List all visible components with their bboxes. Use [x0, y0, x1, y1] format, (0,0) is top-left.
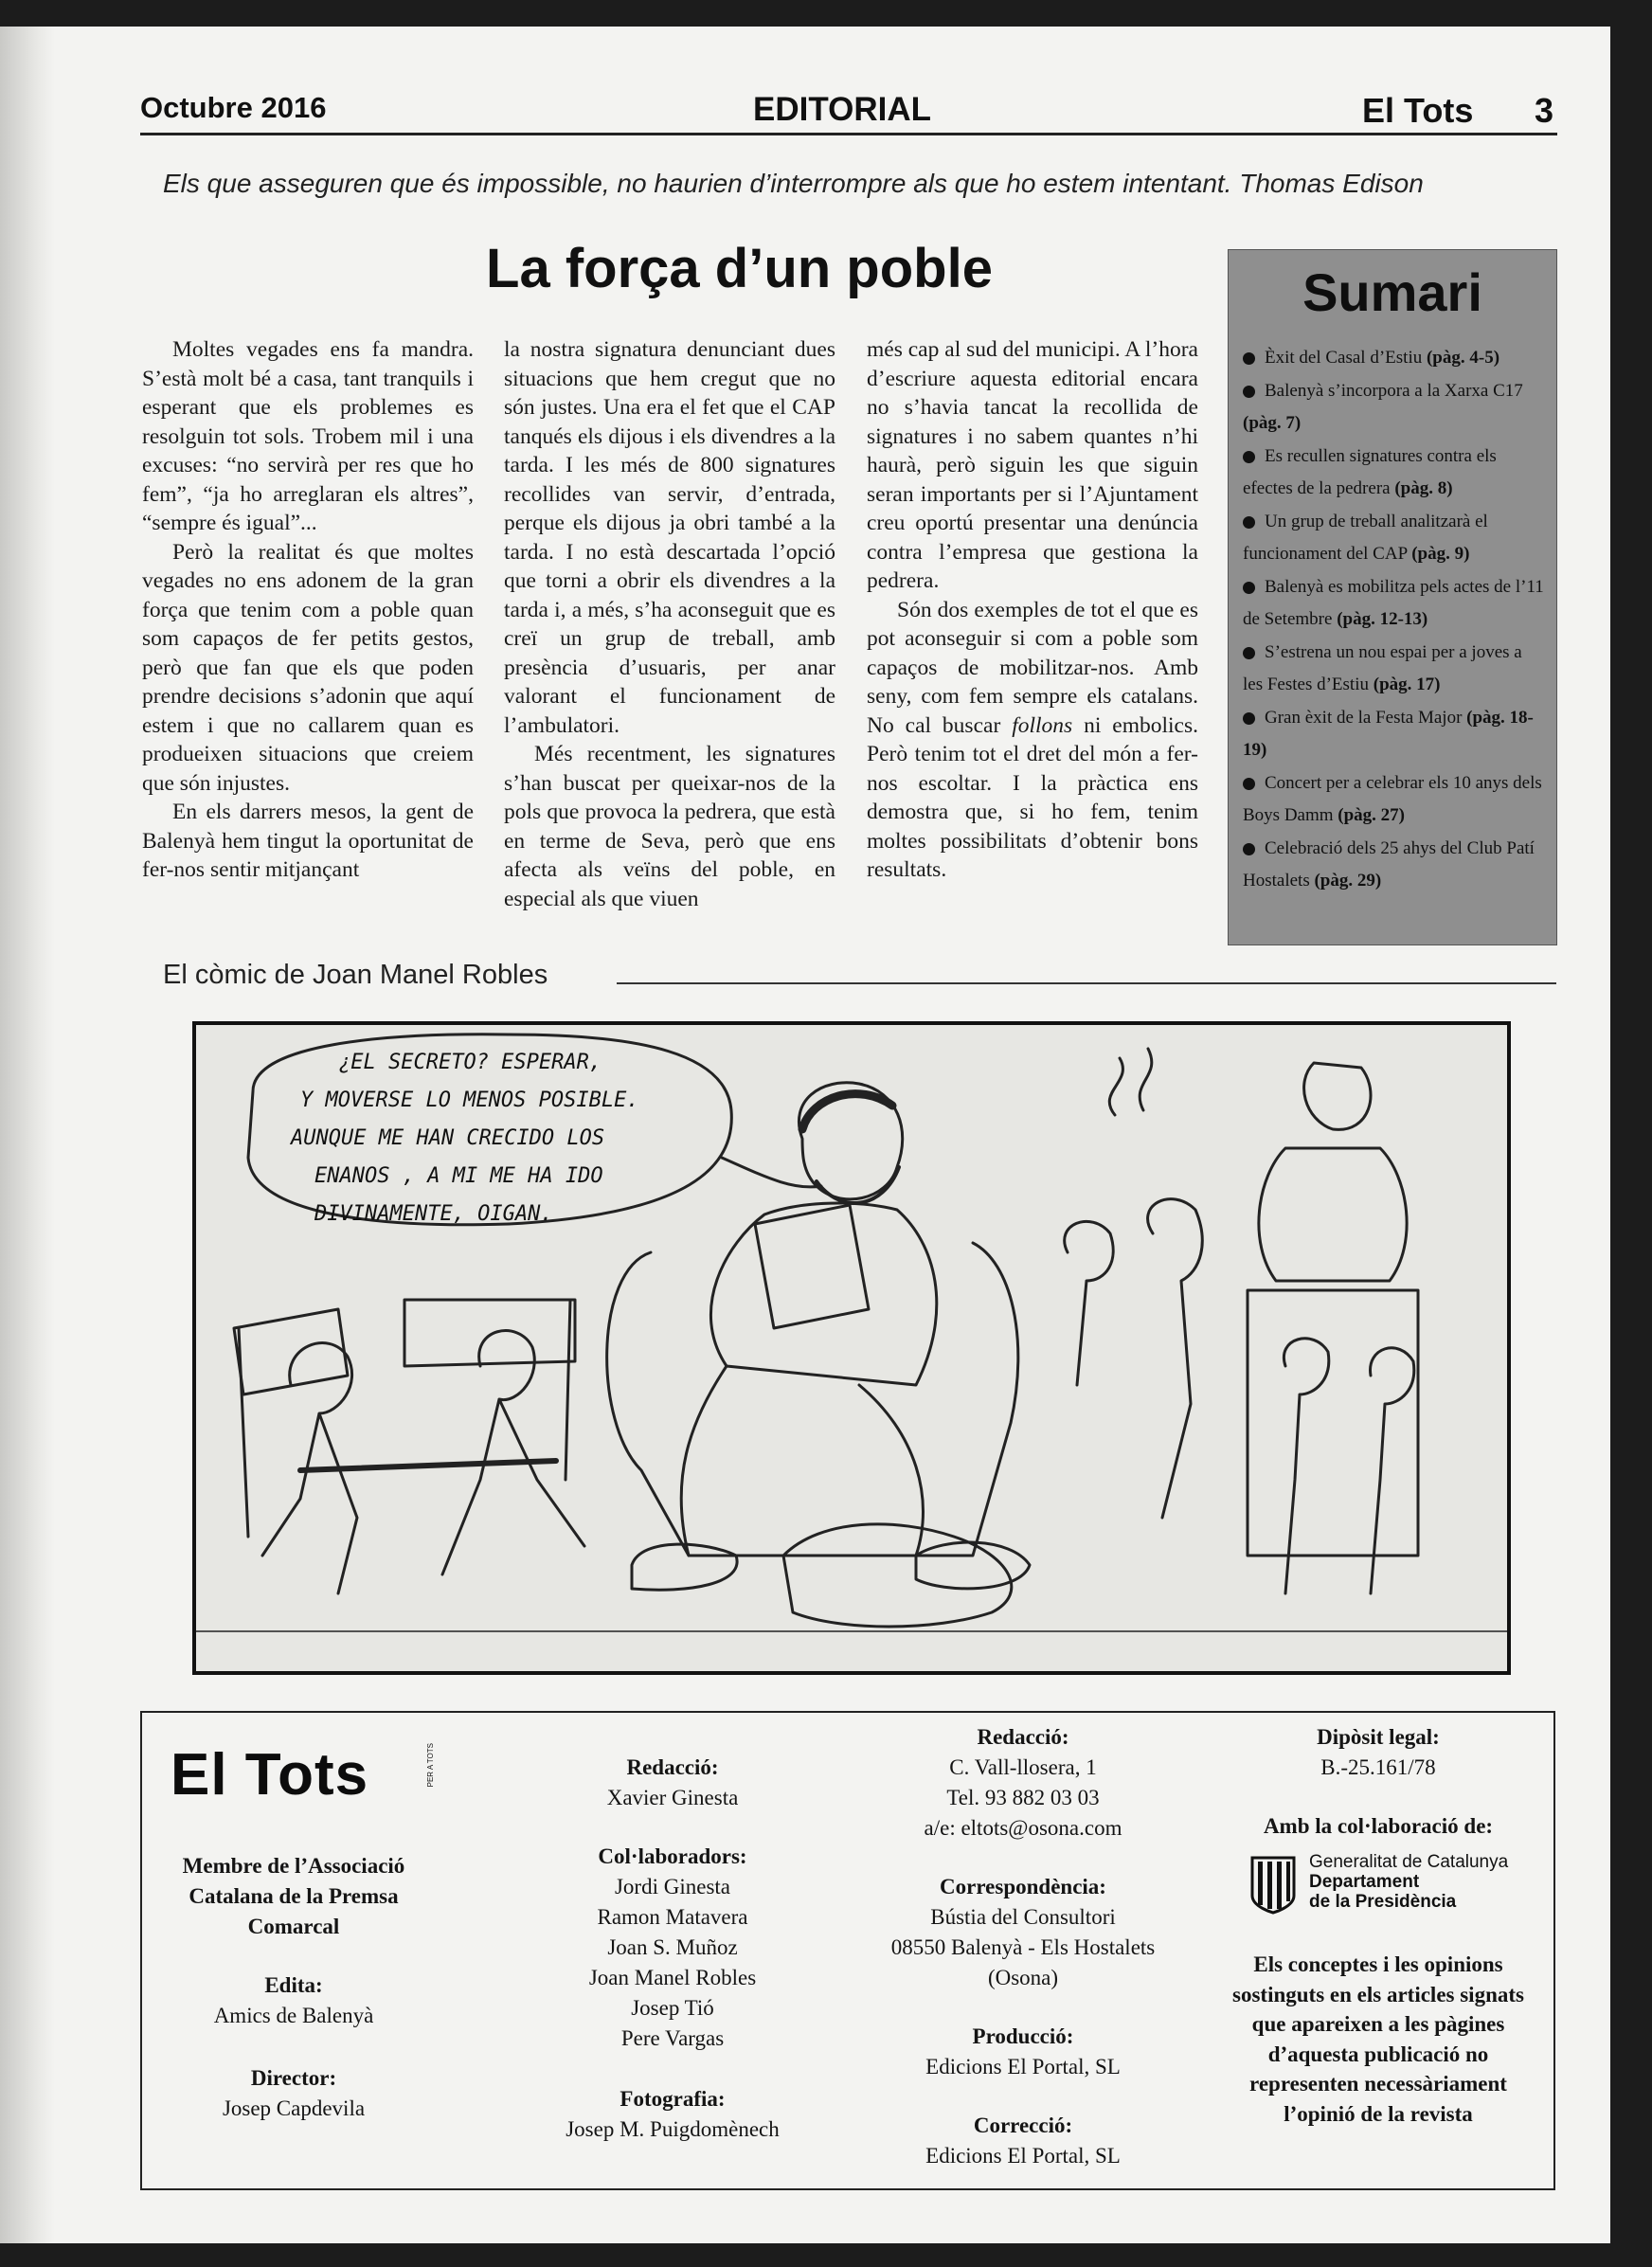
collaborators-block [521, 1842, 824, 2054]
sumari-item [1243, 375, 1545, 441]
header-date: Octubre 2016 [140, 91, 327, 124]
child-2 [442, 1331, 584, 1574]
membership-text: Membre de l’Associació Catalana de la Premsa Comarcal [182, 1854, 405, 1938]
italic-word: follons [1012, 712, 1073, 738]
sumari-item-page: (pàg. 9) [1411, 544, 1470, 564]
disclaimer-text: Els conceptes i les opinions sostinguts en els articles signats que apareixen a les pàgines d’aquesta publicació no representen necessàriament l’opinió de la revista [1232, 1952, 1524, 2126]
sumari-item [1243, 767, 1545, 833]
produccio-label: Producció: [972, 2024, 1074, 2048]
page-gutter [0, 27, 55, 2243]
collaboration-block [1231, 1811, 1525, 1842]
sumari-item-text: Un grup de treball analitzarà el funcionament del CAP [1243, 511, 1488, 564]
gencat-line: Departament [1309, 1872, 1420, 1892]
sumari-item-page: (pàg. 27) [1338, 805, 1406, 825]
collaborators-label: Col·laboradors: [598, 1844, 747, 1868]
armchair [607, 1243, 1018, 1556]
cigar-smoke [1109, 1049, 1152, 1115]
masthead-box [140, 1711, 1555, 2190]
article-paragraph: Més recentment, les signatures s’han buscat per queixar-nos de la pols que provoca la pedrera, que està en terme de Seva, però que ens afecta als veïns del poble, en especial als que viuen [504, 742, 835, 911]
article-title: La força d’un poble [486, 238, 993, 299]
newspaper [755, 1205, 869, 1328]
man-body [710, 1203, 936, 1385]
foto-block [521, 2084, 824, 2145]
bullet-icon [1243, 582, 1255, 594]
correccio-value: Edicions El Portal, SL [925, 2144, 1121, 2168]
text-span: ni embolics. Però tenim tot el dret del món a fer-nos escoltar. I la pràctica ens demostra que, si ho fem, tenim moltes possibilitats d’obtenir bons resultats. [867, 712, 1198, 882]
man-hair [802, 1094, 892, 1129]
sumari-item-text: S’estrena un nou espai per a joves a les Festes d’Estiu [1243, 641, 1522, 694]
gencat-text [1309, 1852, 1508, 1912]
correspondencia-line: Bústia del Consultori [930, 1905, 1116, 1929]
header-page-number: 3 [1535, 91, 1554, 130]
article-paragraph: Però la realitat és que moltes vegades no ens adonem de la gran força que tenim com a poble quan som capaços de fer petits gestos, però que fan que els que poden prendre decisions s’adonin que aquí estem i que no callarem quan es produeixen situacions que creiem que són injustes. [142, 539, 474, 796]
collaborator-name: Joan S. Muñoz [607, 1935, 738, 1959]
gencat-line: de la Presidència [1309, 1892, 1457, 1912]
foto-value: Josep M. Puigdomènech [566, 2117, 780, 2141]
sumari-item-page: (pàg. 7) [1243, 413, 1302, 433]
collaborator-name: Ramon Matavera [597, 1905, 748, 1929]
collaborator-name: Jordi Ginesta [614, 1875, 730, 1898]
bullet-icon [1243, 352, 1255, 365]
speech-line: Y MOVERSE LO MENOS POSIBLE. [300, 1089, 639, 1112]
masthead-logo-sub: PER A TOTS [426, 1743, 435, 1788]
cabinet [1248, 1290, 1418, 1556]
speech-text [262, 1044, 736, 1233]
sumari-item-text: Es recullen signatures contra els efectes de la pedrera [1243, 445, 1497, 498]
redaccio-value: Xavier Ginesta [606, 1786, 739, 1809]
produccio-block [862, 2022, 1184, 2082]
flag-pole-1 [239, 1328, 248, 1537]
sumari-item [1243, 833, 1545, 898]
director-block [171, 2063, 417, 2124]
diposit-label: Dipòsit legal: [1317, 1725, 1440, 1749]
bullet-icon [1243, 712, 1255, 725]
collaborator-name: Josep Tió [631, 1996, 714, 2020]
gencat-line: Generalitat de Catalunya [1309, 1852, 1509, 1872]
edita-value: Amics de Balenyà [213, 2004, 374, 2027]
flag-2 [404, 1300, 575, 1366]
edita-block [171, 1970, 417, 2031]
bullet-icon [1243, 516, 1255, 529]
woman-figure [1148, 1199, 1203, 1518]
foto-label: Fotografia: [620, 2087, 726, 2111]
sumari-item-text: Concert per a celebrar els 10 anys dels Boys Damm [1243, 772, 1542, 825]
sumari-box [1228, 249, 1557, 945]
produccio-value: Edicions El Portal, SL [925, 2055, 1121, 2078]
sumari-item [1243, 506, 1545, 571]
sumari-item-page: (pàg. 17) [1373, 675, 1441, 694]
correspondencia-line: (Osona) [987, 1966, 1059, 1989]
man-shoe-2 [916, 1542, 1030, 1589]
address-label: Redacció: [977, 1725, 1069, 1749]
bullet-icon [1243, 647, 1255, 659]
header-section: EDITORIAL [753, 91, 931, 128]
article-column-1 [142, 335, 474, 885]
collaboration-label: Amb la col·laboració de: [1263, 1814, 1494, 1838]
article-column-2 [504, 335, 835, 913]
collaborator-name: Pere Vargas [620, 2026, 725, 2050]
sumari-item-text: Èxit del Casal d’Estiu [1265, 348, 1427, 368]
header-rule [140, 133, 1557, 135]
bullet-icon [1243, 778, 1255, 790]
edita-label: Edita: [264, 1973, 323, 1997]
header-publication: El Tots [1362, 91, 1474, 130]
comic-label: El còmic de Joan Manel Robles [163, 960, 548, 990]
redaccio-block [521, 1753, 824, 1813]
sumari-item-page: (pàg. 8) [1394, 478, 1453, 498]
sumari-item-text: Gran èxit de la Festa Major [1265, 707, 1467, 728]
sumari-item-text: Balenyà s’incorpora a la Xarxa C17 [1265, 380, 1523, 401]
correspondencia-block [862, 1872, 1184, 1993]
young-man-figure [1065, 1221, 1113, 1385]
man-leg-1 [681, 1366, 727, 1556]
address-line: C. Vall-llosera, 1 [949, 1755, 1097, 1779]
text-span: Són dos exemples de tot el que es pot aconseguir si com a poble som capaços de mobilitzar-nos. Amb seny, com fem sempre els catalans. No cal buscar [867, 597, 1198, 738]
article-paragraph: En els darrers mesos, la gent de Balenyà hem tingut la oportunitat de fer-nos sentir mitjançant [142, 800, 474, 882]
bullet-icon [1243, 451, 1255, 463]
article-paragraph: més cap al sud del municipi. A l’hora d’escriure aquesta editorial encara no s’havia tancat la recollida de signatures i no sabem quantes n’hi haurà, però siguin les que siguin seran importants per si l’Ajuntament creu oportú presentar una denúncia contra l’empresa que gestiona la pedrera. [867, 337, 1198, 593]
speech-line: ENANOS , A MI ME HA IDO [314, 1164, 603, 1188]
comic-panel [192, 1021, 1511, 1675]
editorial-quote: Els que asseguren que és impossible, no haurien d’interrompre als que ho estem intentant. Thomas Edison [163, 169, 1424, 198]
gencat-emblem-icon [1248, 1854, 1298, 1915]
correccio-block [862, 2111, 1184, 2171]
correccio-label: Correcció: [973, 2114, 1073, 2137]
article-column-3 [867, 335, 1198, 885]
collaborator-name: Joan Manel Robles [588, 1966, 757, 1989]
sumari-item [1243, 702, 1545, 767]
sumari-list [1229, 342, 1556, 898]
correspondencia-label: Correspondència: [940, 1875, 1106, 1898]
address-line: a/e: eltots@osona.com [924, 1816, 1122, 1840]
bullet-icon [1243, 843, 1255, 855]
article-paragraph [867, 596, 1198, 885]
address-line: Tel. 93 882 03 03 [946, 1786, 1100, 1809]
director-value: Josep Capdevila [222, 2096, 366, 2120]
article-paragraph: Moltes vegades ens fa mandra. S’està molt bé a casa, tant tranquils i esperant que els problemes es resolguin tot sols. Trobem mil i una excuses: “no servirà per res que ho fem”, “ja ho arreglaran els altres”, “sempre és igual”... [142, 337, 474, 535]
sumari-item [1243, 637, 1545, 702]
sumari-item-text: Balenyà es mobilitza pels actes de l’11 de Setembre [1243, 576, 1544, 629]
sumari-item-text: Celebració dels 25 ahys del Club Patí Hostalets [1243, 837, 1535, 891]
bullet-icon [1243, 386, 1255, 398]
correspondencia-line: 08550 Balenyà - Els Hostalets [890, 1935, 1156, 1959]
speech-line: ¿EL SECRETO? ESPERAR, [338, 1051, 602, 1074]
diposit-value: B.-25.161/78 [1320, 1755, 1436, 1779]
flag-pole-2 [566, 1300, 570, 1480]
sumari-title: Sumari [1302, 262, 1482, 322]
sumari-item [1243, 571, 1545, 637]
sumari-item [1243, 342, 1545, 375]
membership-block [171, 1851, 417, 1942]
man-shoe-1 [632, 1544, 737, 1590]
sumari-item-page: (pàg. 12-13) [1337, 609, 1428, 629]
diposit-block [1231, 1722, 1525, 1783]
speech-line: AUNQUE ME HAN CRECIDO LOS [291, 1126, 605, 1150]
sumari-item-page: (pàg. 18-19) [1243, 707, 1534, 760]
article-paragraph: la nostra signatura denunciant dues situacions que hem cregut que no són justes. Una era el fet que el CAP tanqués els dijous i els divendres a la tarda. I les més de 800 signatures recollides van servir, d’entrada, perque els dijous ja obri també a la tarda. I no està descartada l’opció que torni a obrir els divendres a la tarda i, a més, s’ha aconseguit que es creï un grup de treball, amb presència d’usuaris, per anar valorant el funcionament de l’ambulatori. [504, 337, 835, 738]
sumari-item-page: (pàg. 29) [1314, 871, 1382, 891]
address-block [862, 1722, 1184, 1844]
speech-line: DIVINAMENTE, OIGAN. [314, 1202, 553, 1226]
man-leg-2 [859, 1385, 924, 1556]
disclaimer-block [1222, 1950, 1535, 2129]
magazine-page [0, 27, 1610, 2243]
sumari-item [1243, 441, 1545, 506]
masthead-logo: El Tots [171, 1742, 369, 1808]
sumari-item-page: (pàg. 4-5) [1426, 348, 1500, 368]
comic-rule [617, 982, 1556, 984]
director-label: Director: [250, 2066, 337, 2090]
bust-statue [1259, 1063, 1407, 1281]
redaccio-label: Redacció: [626, 1755, 719, 1779]
